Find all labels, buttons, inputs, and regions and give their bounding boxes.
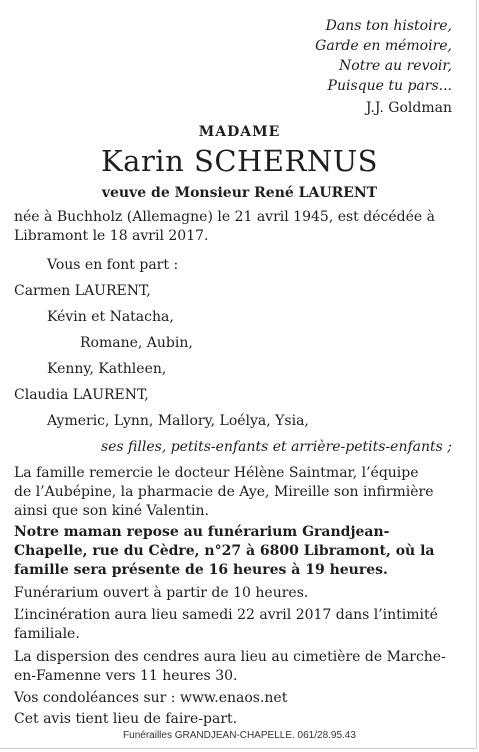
condolences: Vos condoléances sur : www.enaos.net xyxy=(14,690,288,706)
family-member: Kévin et Natacha, xyxy=(47,309,174,325)
family-member: Carmen LAURENT, xyxy=(14,283,151,299)
announcement: Vous en font part : xyxy=(47,257,179,273)
opening-hours: Funérarium ouvert à partir de 10 heures. xyxy=(14,585,309,601)
funeral-home-line: famille sera présente de 16 heures à 19 heures. xyxy=(14,562,388,578)
family-member: Kenny, Kathleen, xyxy=(47,361,167,377)
epigraph-quote xyxy=(315,16,452,96)
ashes-line: La dispersion des cendres aura lieu au cimetière de Marche- xyxy=(14,649,446,665)
funeral-director-footer: Funérailles GRANDJEAN-CHAPELLE. 061/28.95.43 xyxy=(123,730,356,741)
widow-of: veuve de Monsieur René LAURENT xyxy=(101,185,378,201)
notice-note: Cet avis tient lieu de faire-part. xyxy=(14,711,238,727)
ashes-line: en-Famenne vers 11 heures 30. xyxy=(14,668,238,684)
funeral-home-line: Chapelle, rue du Cèdre, n°27 à 6800 Libramont, où la xyxy=(14,543,435,559)
family-summary: ses filles, petits-enfants et arrière-petits-enfants ; xyxy=(100,439,452,455)
birth-death-line: née à Buchholz (Allemagne) le 21 avril 1945, est décédée à xyxy=(14,209,435,225)
family-member: Aymeric, Lynn, Mallory, Loélya, Ysia, xyxy=(47,413,309,429)
thanks-line: La famille remercie le docteur Hélène Saintmar, l’équipe xyxy=(14,465,419,481)
cremation-line: L’incinération aura lieu samedi 22 avril 2017 dans l’intimité xyxy=(14,607,438,623)
family-member: Claudia LAURENT, xyxy=(14,387,149,403)
quote-line: Garde en mémoire, xyxy=(315,38,452,54)
quote-line: Puisque tu pars... xyxy=(327,78,452,94)
cremation-line: familiale. xyxy=(14,626,80,642)
quote-line: Dans ton histoire, xyxy=(325,18,452,34)
family-member: Romane, Aubin, xyxy=(80,335,193,351)
thanks-line: de l’Aubépine, la pharmacie de Aye, Mireille son infirmière xyxy=(14,484,434,500)
civility: MADAME xyxy=(198,124,281,140)
quote-author: J.J. Goldman xyxy=(365,100,452,116)
birth-death-line: Libramont le 18 avril 2017. xyxy=(14,228,209,244)
funeral-home-line: Notre maman repose au funérarium Grandjean- xyxy=(14,524,390,540)
deceased-name: Karin SCHERNUS xyxy=(100,144,379,178)
quote-line: Notre au revoir, xyxy=(339,58,452,74)
thanks-line: ainsi que son kiné Valentin. xyxy=(14,503,209,519)
